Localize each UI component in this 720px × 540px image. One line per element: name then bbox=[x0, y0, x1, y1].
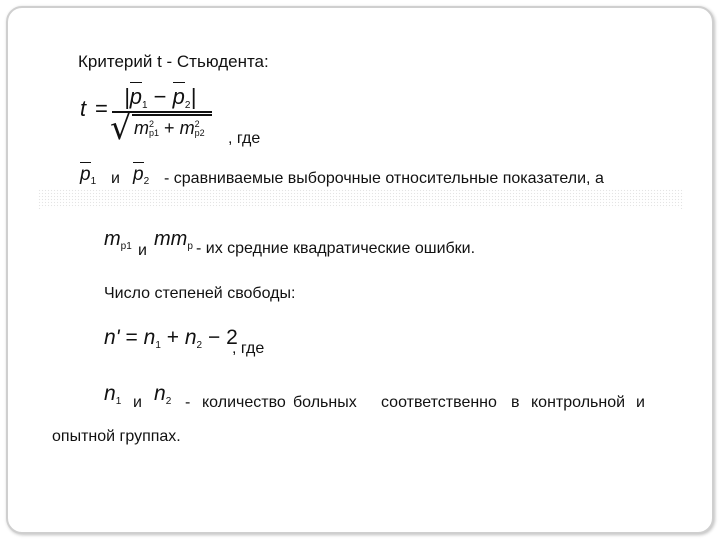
m1-symbol: $m_{p1}$ bbox=[104, 228, 132, 252]
p-definition-text: - сравниваемые выборочные относительные показатели, а bbox=[164, 170, 604, 187]
n-word-6: и bbox=[636, 394, 645, 411]
formula-t-lhs: t bbox=[80, 96, 87, 121]
p2-symbol: $p_2$ bbox=[133, 164, 150, 187]
m-definition-text: - их средние квадратические ошибки. bbox=[196, 240, 476, 257]
degrees-heading: Число степеней свободы: bbox=[104, 285, 296, 302]
formula-t-denominator: m2 p1 + m2 p2 bbox=[134, 118, 205, 139]
formula-n-trailing: , где bbox=[232, 340, 265, 357]
n-dash: - bbox=[185, 394, 191, 411]
sqrt-sign: √ bbox=[110, 108, 132, 148]
n1-symbol: $n_1$ bbox=[104, 382, 122, 407]
m-and: и bbox=[138, 242, 147, 259]
image-seam bbox=[38, 189, 684, 209]
n-word-3: соответственно bbox=[381, 394, 497, 411]
p-and: и bbox=[111, 170, 120, 187]
n-word-5: контрольной bbox=[531, 394, 626, 411]
sqrt-overline bbox=[132, 114, 212, 116]
formula-t-equals: = bbox=[95, 96, 108, 121]
n-continuation: опытной группах. bbox=[52, 428, 181, 445]
n-and: и bbox=[133, 394, 142, 411]
formula-n: $n' = n_1 + n_2 - 2$ bbox=[104, 326, 238, 351]
n-word-1: количество bbox=[202, 394, 286, 411]
p1-symbol: $p_1$ bbox=[80, 164, 97, 187]
formula-t-numerator: $|p_1 - p_2|$ bbox=[124, 84, 197, 111]
m2-symbol: $mm_p$ bbox=[154, 228, 193, 252]
n-word-4: в bbox=[511, 394, 520, 411]
n2-symbol: $n_2$ bbox=[154, 382, 172, 407]
formula-t-trailing: , где bbox=[228, 130, 261, 147]
n-word-2: больных bbox=[293, 394, 357, 411]
slide-title: Критерий t - Стьюдента: bbox=[78, 52, 269, 71]
